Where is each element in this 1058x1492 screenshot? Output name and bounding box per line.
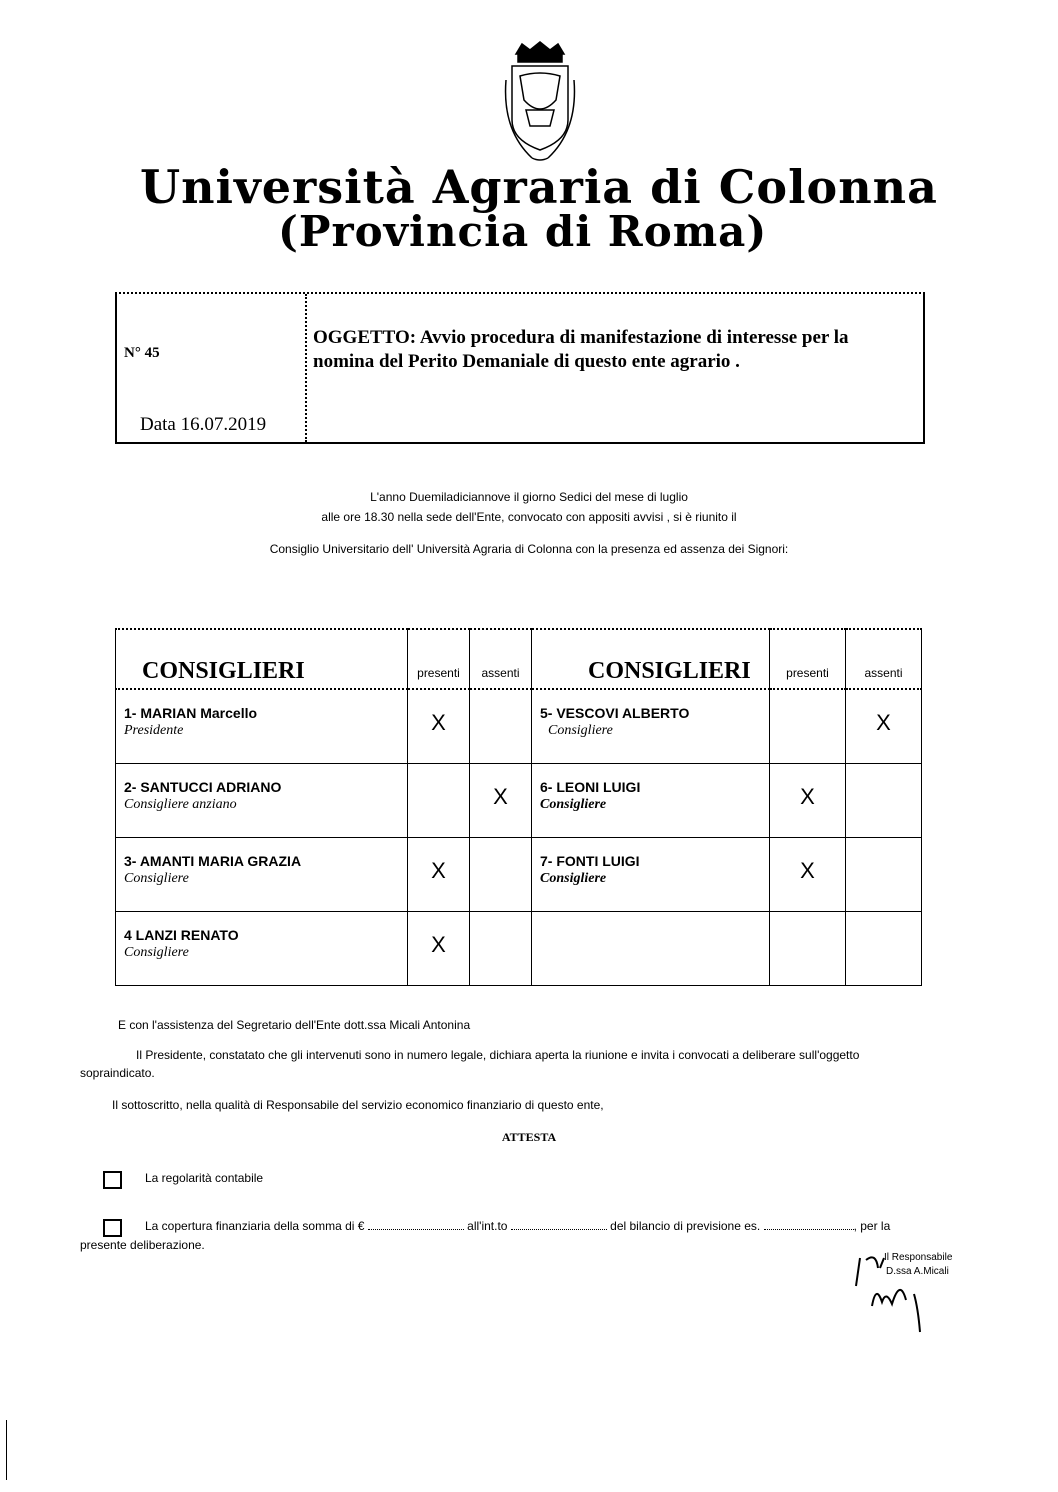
- empty-cell: [532, 912, 770, 986]
- member-role: Consigliere anziano: [124, 797, 237, 812]
- copertura-line: [145, 1219, 890, 1233]
- esercizio-blank[interactable]: [764, 1229, 854, 1230]
- header-presenti-right: presenti: [786, 666, 829, 680]
- empty-cell: [770, 912, 846, 986]
- presente-mark: X: [431, 710, 446, 735]
- header-divider: [305, 294, 307, 442]
- table-row: [116, 764, 922, 838]
- table-row: [116, 689, 922, 764]
- assente-mark: X: [876, 710, 891, 735]
- regolarita-label: La regolarità contabile: [145, 1171, 264, 1185]
- council-table: [115, 628, 921, 978]
- member-role: Consigliere: [548, 723, 613, 738]
- intro-line-2: alle ore 18.30 nella sede dell'Ente, convocato con appositi avvisi , si è riunito il: [321, 510, 737, 524]
- attesta-heading: ATTESTA: [501, 1130, 557, 1144]
- copertura-checkbox[interactable]: [103, 1219, 122, 1237]
- empty-cell: [846, 912, 922, 986]
- copertura-text-c: del bilancio di previsione es.: [610, 1219, 761, 1233]
- assistenza-text: E con l'assistenza del Segretario dell'Ente dott.ssa Micali Antonina: [118, 1018, 471, 1032]
- member-name: 2- SANTUCCI ADRIANO: [124, 779, 282, 795]
- member-role: Presidente: [124, 723, 184, 738]
- signature-title: Il Responsabile: [884, 1252, 953, 1263]
- copertura-text-a: La copertura finanziaria della somma di €: [145, 1219, 365, 1233]
- presente-mark: X: [800, 858, 815, 883]
- delibera-date: Data 16.07.2019: [140, 414, 267, 435]
- presidente-text: Il Presidente, constatato che gli intervenuti sono in numero legale, dichiara aperta la riunione e invita i convocati a deliberare sull'oggetto: [136, 1048, 860, 1062]
- header-consiglieri-right: CONSIGLIERI: [588, 658, 751, 684]
- member-role: Consigliere: [124, 871, 189, 886]
- table-row: [116, 912, 922, 986]
- member-role: Consigliere: [540, 871, 607, 886]
- signature-name: D.ssa A.Micali: [886, 1266, 949, 1277]
- member-name: 5- VESCOVI ALBERTO: [540, 705, 690, 721]
- table-row: [116, 838, 922, 912]
- scan-mark: [6, 1420, 7, 1480]
- header-presenti-left: presenti: [417, 666, 460, 680]
- member-name: 1- MARIAN Marcello: [124, 705, 258, 721]
- header-consiglieri-left: CONSIGLIERI: [142, 658, 305, 684]
- member-name: 7- FONTI LUIGI: [540, 853, 640, 869]
- sottoscritto-text: Il sottoscritto, nella qualità di Responsabile del servizio economico finanziario di questo ente,: [112, 1098, 604, 1112]
- presente-mark: X: [431, 858, 446, 883]
- council-header-row: [116, 629, 922, 689]
- intervento-blank[interactable]: [511, 1229, 607, 1230]
- copertura-line-2: presente deliberazione.: [80, 1238, 205, 1252]
- member-name: 3- AMANTI MARIA GRAZIA: [124, 853, 302, 869]
- copertura-text-b: all'int.to: [467, 1219, 508, 1233]
- member-name: 6- LEONI LUIGI: [540, 779, 641, 795]
- copertura-text-d: , per la: [853, 1219, 891, 1233]
- intro-line-3: Consiglio Universitario dell' Università Agraria di Colonna con la presenza ed assenza dei Signori:: [269, 542, 789, 556]
- intro-line-1: L'anno Duemiladiciannove il giorno Sedici del mese di luglio: [370, 490, 688, 504]
- delibera-oggetto: OGGETTO: Avvio procedura di manifestazione di interesse per la nomina del Perito Demaniale di questo ente agrario .: [313, 327, 849, 372]
- amount-blank[interactable]: [368, 1229, 464, 1230]
- assente-mark: X: [493, 784, 508, 809]
- crest-logo: [502, 40, 578, 164]
- header-assenti-left: assenti: [481, 666, 520, 680]
- presente-mark: X: [800, 784, 815, 809]
- delibera-number: N° 45: [124, 345, 160, 361]
- title-line-1: Università Agraria di Colonna: [140, 160, 938, 214]
- presente-mark: X: [431, 932, 446, 957]
- member-role: Consigliere: [124, 945, 189, 960]
- handwritten-signature: [850, 1248, 940, 1338]
- member-name: 4 LANZI RENATO: [124, 927, 239, 943]
- presidente-text-cont: sopraindicato.: [80, 1066, 155, 1080]
- member-role: Consigliere: [540, 797, 607, 812]
- regolarita-checkbox[interactable]: [103, 1171, 122, 1189]
- title-line-2: (Provincia di Roma): [278, 207, 768, 256]
- header-assenti-right: assenti: [864, 666, 903, 680]
